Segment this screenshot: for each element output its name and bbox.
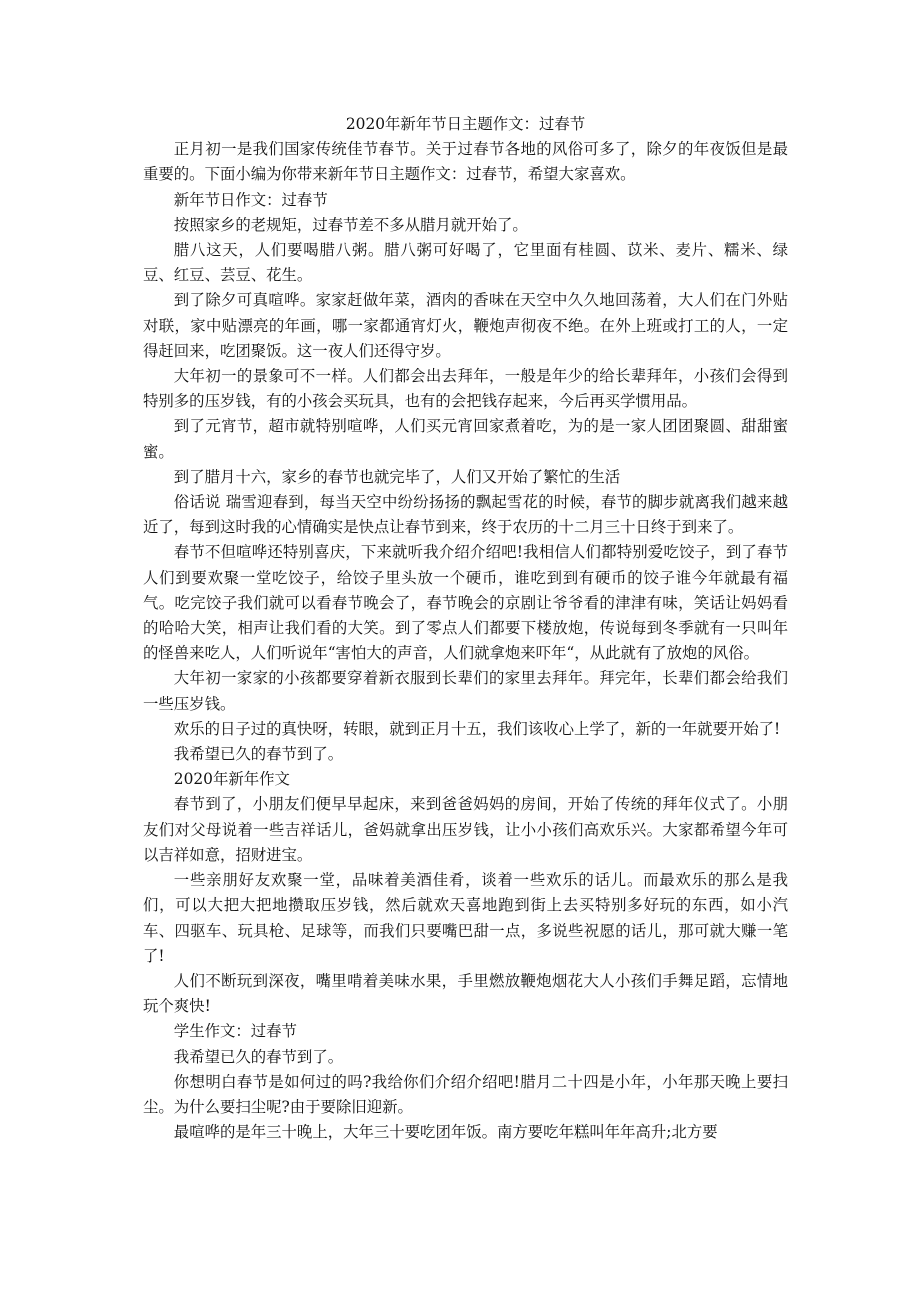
paragraph: 最喧哗的是年三十晚上，大年三十要吃团年饭。南方要吃年糕叫年年高升;北方要 [173, 1123, 718, 1142]
paragraph: 按照家乡的老规矩，过春节差不多从腊月就开始了。 [173, 215, 528, 234]
paragraph: 你想明白春节是如何过的吗?我给你们介绍介绍吧!腊月二十四是小年，小年那天晚上要扫尘。为什么要扫尘呢?由于要除旧迎新。 [143, 1072, 788, 1116]
paragraph: 俗话说 瑞雪迎春到，每当天空中纷纷扬扬的飘起雪花的时候，春节的脚步就离我们越来越近了，每到这时我的心情确实是快点让春节到来，终于农历的十二月三十日终于到来了。 [143, 493, 788, 537]
paragraph: 大年初一家家的小孩都要穿着新衣服到长辈们的家里去拜年。拜完年，长辈们都会给我们一些压岁钱。 [143, 669, 788, 713]
paragraph: 人们不断玩到深夜，嘴里啃着美味水果，手里燃放鞭炮烟花大人小孩们手舞足蹈，忘情地玩个爽快! [143, 971, 788, 1016]
section-heading: 新年节日作文：过春节 [173, 190, 328, 209]
paragraph: 到了腊月十六，家乡的春节也就完毕了，人们又开始了繁忙的生活 [173, 467, 621, 486]
document-body [143, 137, 788, 1145]
section-heading: 学生作文：过春节 [173, 1022, 297, 1041]
paragraph: 正月初一是我们国家传统佳节春节。关于过春节各地的风俗可多了，除夕的年夜饭但是最重要的。下面小编为你带来新年节日主题作文：过春节，希望大家喜欢。 [143, 140, 788, 184]
paragraph: 欢乐的日子过的真快呀，转眼，就到正月十五，我们该收心上学了，新的一年就要开始了! [173, 719, 781, 738]
paragraph: 到了元宵节，超市就特别喧哗，人们买元宵回家煮着吃，为的是一家人团团聚圆、甜甜蜜蜜。 [143, 417, 788, 461]
paragraph: 大年初一的景象可不一样。人们都会出去拜年，一般是年少的给长辈拜年，小孩们会得到特别多的压岁钱，有的小孩会买玩具，也有的会把钱存起来，今后再买学惯用品。 [143, 367, 788, 411]
paragraph: 春节不但喧哗还特别喜庆，下来就听我介绍介绍吧!我相信人们都特别爱吃饺子，到了春节人们到要欢聚一堂吃饺子，给饺子里头放一个硬币，谁吃到到有硬币的饺子谁今年就最有福气。吃完饺子我们就可以看春节晚会了，春节晚会的京剧让爷爷看的津津有味，笑话让妈妈看的哈哈大笑，相声让我们看的大笑。到了零点人们都要下楼放炮，传说每到冬季就有一只叫年的怪兽来吃人，人们听说年“害怕大的声音，人们就拿炮来吓年“，从此就有了放炮的风俗。 [143, 543, 788, 663]
document-page [143, 112, 788, 1145]
paragraph: 春节到了，小朋友们便早早起床，来到爸爸妈妈的房间，开始了传统的拜年仪式了。小朋友们对父母说着一些吉祥话儿，爸妈就拿出压岁钱，让小小孩们高欢乐兴。大家都希望今年可以吉祥如意，招财进宝。 [143, 795, 788, 864]
paragraph: 到了除夕可真喧哗。家家赶做年菜，酒肉的香味在天空中久久地回荡着，大人们在门外贴对联，家中贴漂亮的年画，哪一家都通宵灯火，鞭炮声彻夜不绝。在外上班或打工的人，一定得赶回来，吃团聚饭。这一夜人们还得守岁。 [143, 291, 788, 360]
paragraph: 腊八这天，人们要喝腊八粥。腊八粥可好喝了，它里面有桂圆、苡米、麦片、糯米、绿豆、红豆、芸豆、花生。 [143, 241, 788, 285]
paragraph: 我希望已久的春节到了。 [173, 1047, 344, 1066]
document-title: 2020年新年节日主题作文：过春节 [345, 115, 586, 133]
section-heading: 2020年新年作文 [173, 770, 290, 789]
paragraph: 我希望已久的春节到了。 [173, 745, 344, 764]
paragraph: 一些亲朋好友欢聚一堂，品味着美酒佳肴，谈着一些欢乐的话儿。而最欢乐的那么是我们，可以大把大把地攒取压岁钱，然后就欢天喜地跑到街上去买特别多好玩的东西，如小汽车、四驱车、玩具枪、足球等，而我们只要嘴巴甜一点，多说些祝愿的话儿，那可就大赚一笔了! [143, 871, 788, 965]
